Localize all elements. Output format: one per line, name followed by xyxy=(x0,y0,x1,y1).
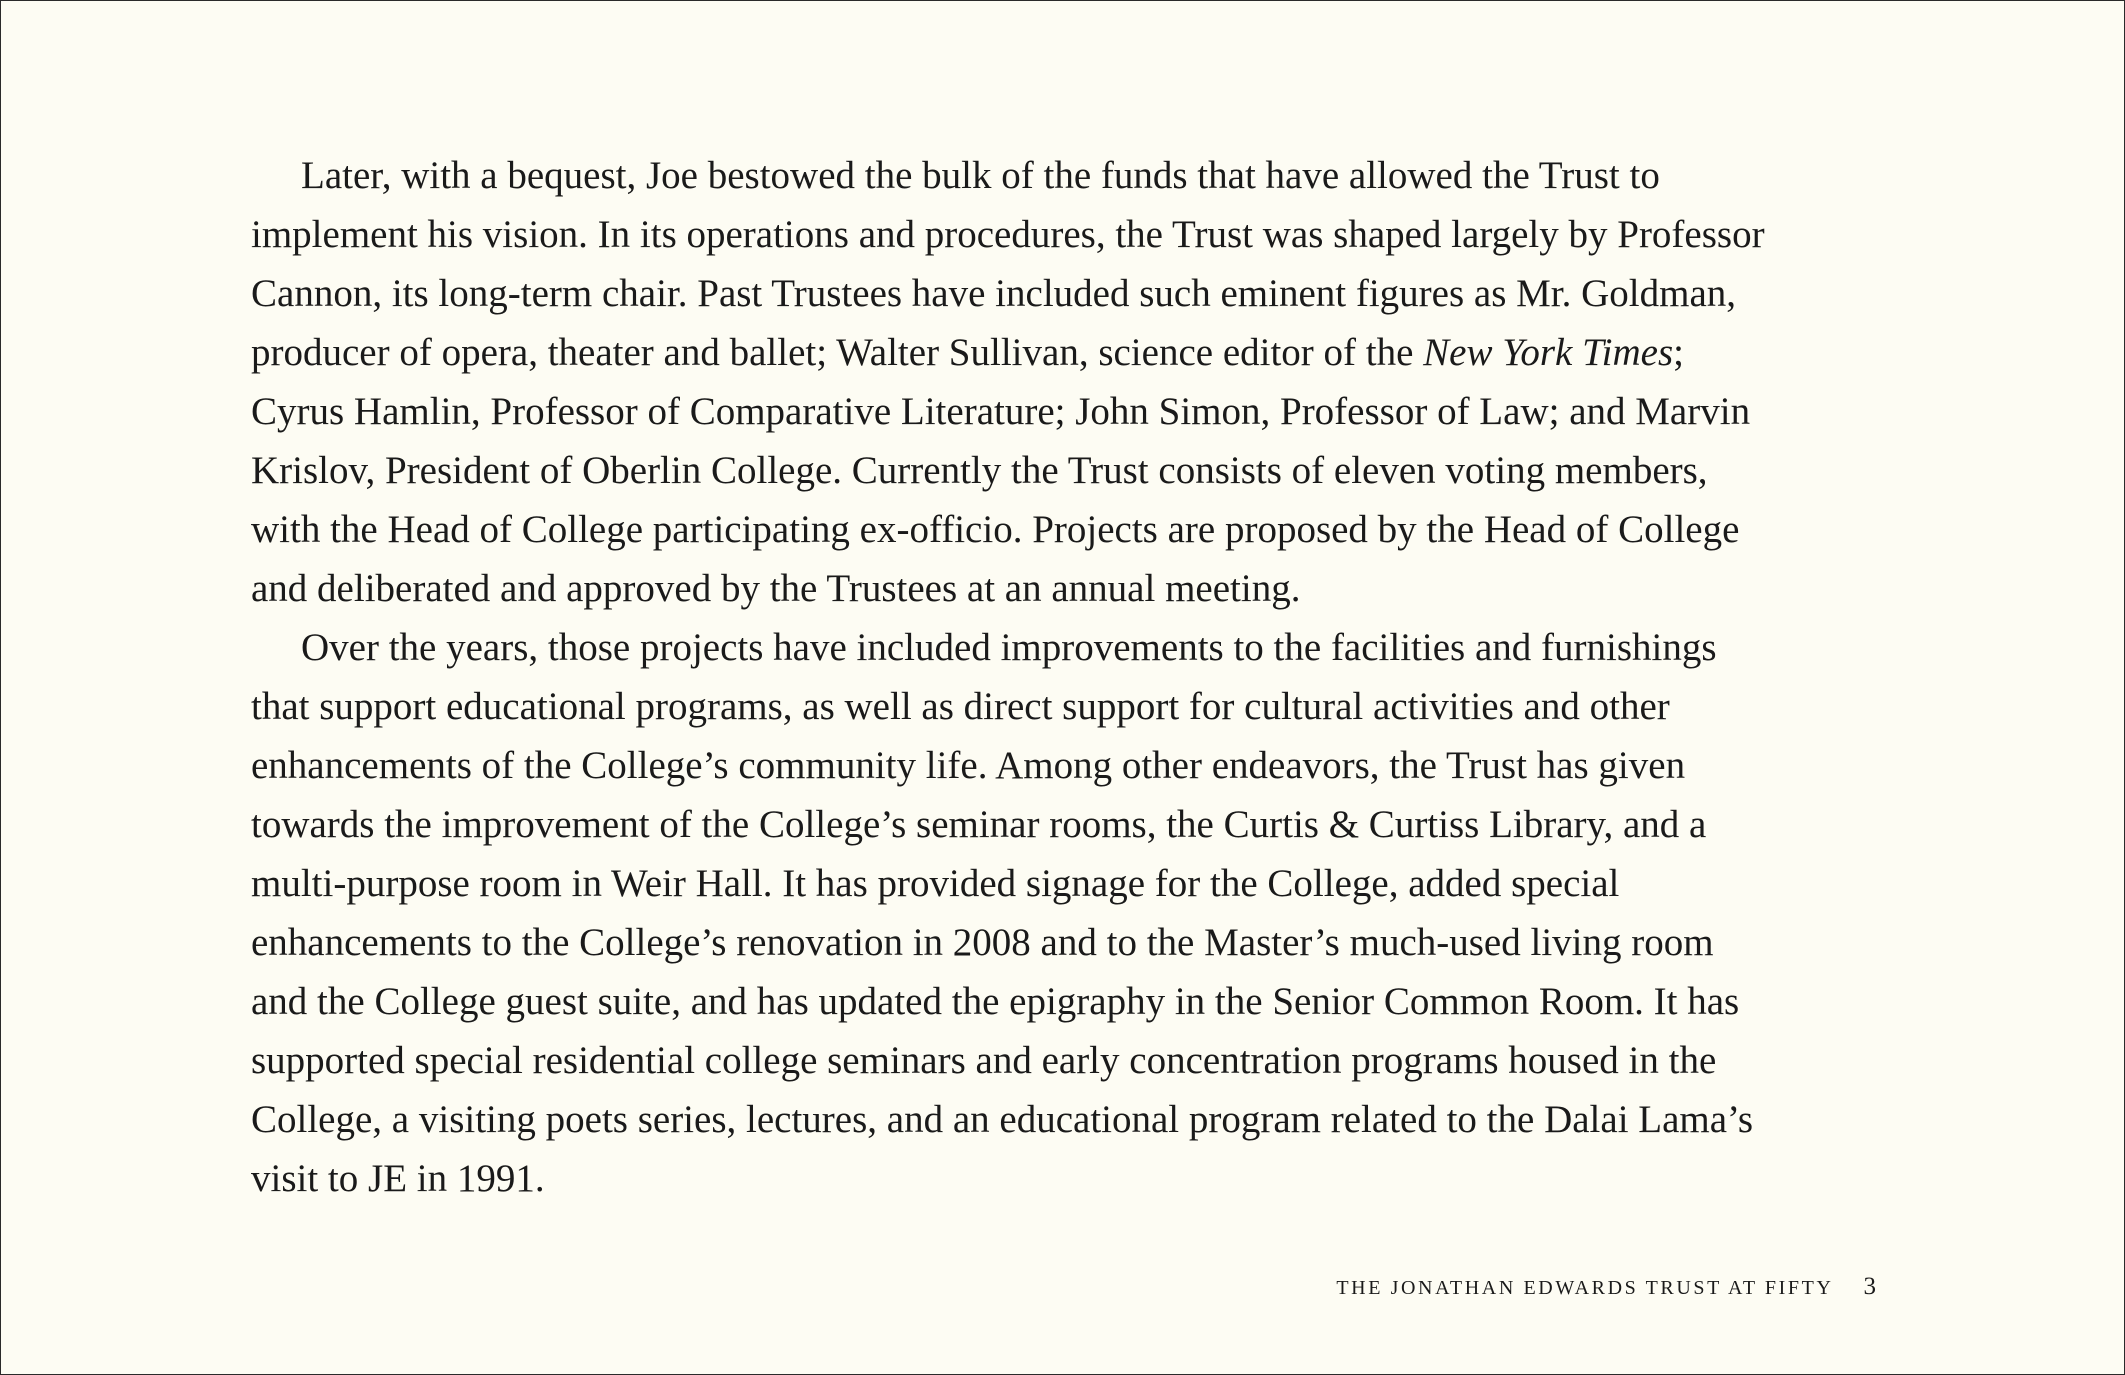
text-line: Cyrus Hamlin, Professor of Comparative Literature; John Simon, Professor of Law; and Marvin xyxy=(251,390,1751,433)
page-number: 3 xyxy=(1863,1273,1876,1300)
text-line: that support educational programs, as well as direct support for cultural activities and other xyxy=(251,685,1670,728)
text-line: and the College guest suite, and has updated the epigraphy in the Senior Common Room. It has xyxy=(251,980,1740,1023)
publication-title: New York Times xyxy=(1423,331,1674,374)
text-line: visit to JE in 1991. xyxy=(251,1157,545,1200)
text-line: Later, with a bequest, Joe bestowed the bulk of the funds that have allowed the Trust to xyxy=(301,154,1660,197)
text-segment: producer of opera, theater and ballet; Walter Sullivan, science editor of the xyxy=(251,331,1424,374)
text-line: multi-purpose room in Weir Hall. It has provided signage for the College, added special xyxy=(251,862,1620,905)
text-line: Krislov, President of Oberlin College. Currently the Trust consists of eleven voting members, xyxy=(251,449,1708,492)
text-line: with the Head of College participating ex-officio. Projects are proposed by the Head of College xyxy=(251,508,1740,551)
text-line: Over the years, those projects have included improvements to the facilities and furnishings xyxy=(301,626,1717,669)
text-line: towards the improvement of the College’s seminar rooms, the Curtis & Curtiss Library, and a xyxy=(251,803,1707,846)
text-segment: ; xyxy=(1673,331,1684,374)
footer-title: THE JONATHAN EDWARDS TRUST AT FIFTY xyxy=(1336,1277,1834,1299)
text-line: College, a visiting poets series, lectures, and an educational program related to the Dalai Lama’s xyxy=(251,1098,1754,1141)
paragraph-1 xyxy=(251,146,1891,618)
text-line: Cannon, its long-term chair. Past Trustees have included such eminent figures as Mr. Goldman, xyxy=(251,272,1737,315)
text-line: supported special residential college seminars and early concentration programs housed in the xyxy=(251,1039,1717,1082)
text-line: implement his vision. In its operations and procedures, the Trust was shaped largely by Professor xyxy=(251,213,1765,256)
body-text xyxy=(251,146,1891,1208)
paragraph-2 xyxy=(251,618,1891,1208)
text-line: and deliberated and approved by the Trustees at an annual meeting. xyxy=(251,567,1301,610)
text-line: enhancements to the College’s renovation in 2008 and to the Master’s much-used living room xyxy=(251,921,1714,964)
text-line xyxy=(251,323,1891,382)
running-footer xyxy=(1336,1273,1876,1301)
text-line: enhancements of the College’s community life. Among other endeavors, the Trust has given xyxy=(251,744,1686,787)
